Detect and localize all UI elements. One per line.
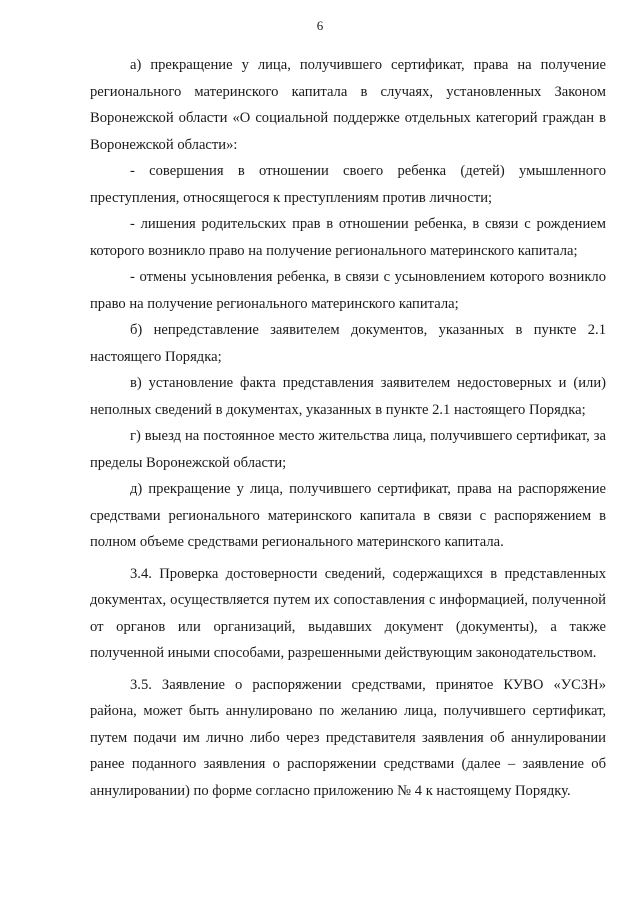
paragraph-a-item-3: - отмены усыновления ребенка, в связи с усыновлением которого возникло право на получение регионального материнского капитала; <box>90 269 606 312</box>
paragraph-g: г) выезд на постоянное место жительства лица, получившего сертификат, за пределы Воронежской области; <box>90 428 606 471</box>
page-number: 6 <box>316 18 324 33</box>
section-3-4: 3.4. Проверка достоверности сведений, содержащихся в представленных документах, осуществляется путем их сопоставления с информацией, полученной от органов или организаций, выдавших документ (документы), а также полученной иными способами, разрешенными действующим законодательством. <box>90 565 606 661</box>
paragraph-a-item-1: - совершения в отношении своего ребенка (детей) умышленного преступления, относящегося к преступлениям против личности; <box>90 163 606 206</box>
paragraph-d: д) прекращение у лица, получившего сертификат, права на распоряжение средствами регионального материнского капитала в связи с распоряжением в полном объеме средствами регионального материнского капитала. <box>90 481 606 550</box>
paragraph-v: в) установление факта представления заявителем недостоверных и (или) неполных сведений в документах, указанных в пункте 2.1 настоящего Порядка; <box>90 375 606 418</box>
paragraph-a: а) прекращение у лица, получившего сертификат, права на получение регионального материнского капитала в случаях, установленных Законом Воронежской области «О социальной поддержке отдельных категорий граждан в Воронежской области»: <box>90 57 606 153</box>
section-3-5: 3.5. Заявление о распоряжении средствами, принятое КУВО «УСЗН» района, может быть аннулировано по желанию лица, получившего сертификат, путем подачи им лично либо через представителя заявления об аннулировании ранее поданного заявления о распоряжении средствами (далее – заявление об аннулировании) по форме согласно приложению № 4 к настоящему Порядку. <box>90 676 606 799</box>
document-body <box>90 52 606 804</box>
paragraph-b: б) непредставление заявителем документов, указанных в пункте 2.1 настоящего Порядка; <box>90 322 606 365</box>
paragraph-a-item-2: - лишения родительских прав в отношении ребенка, в связи с рождением которого возникло право на получение регионального материнского капитала; <box>90 216 606 259</box>
